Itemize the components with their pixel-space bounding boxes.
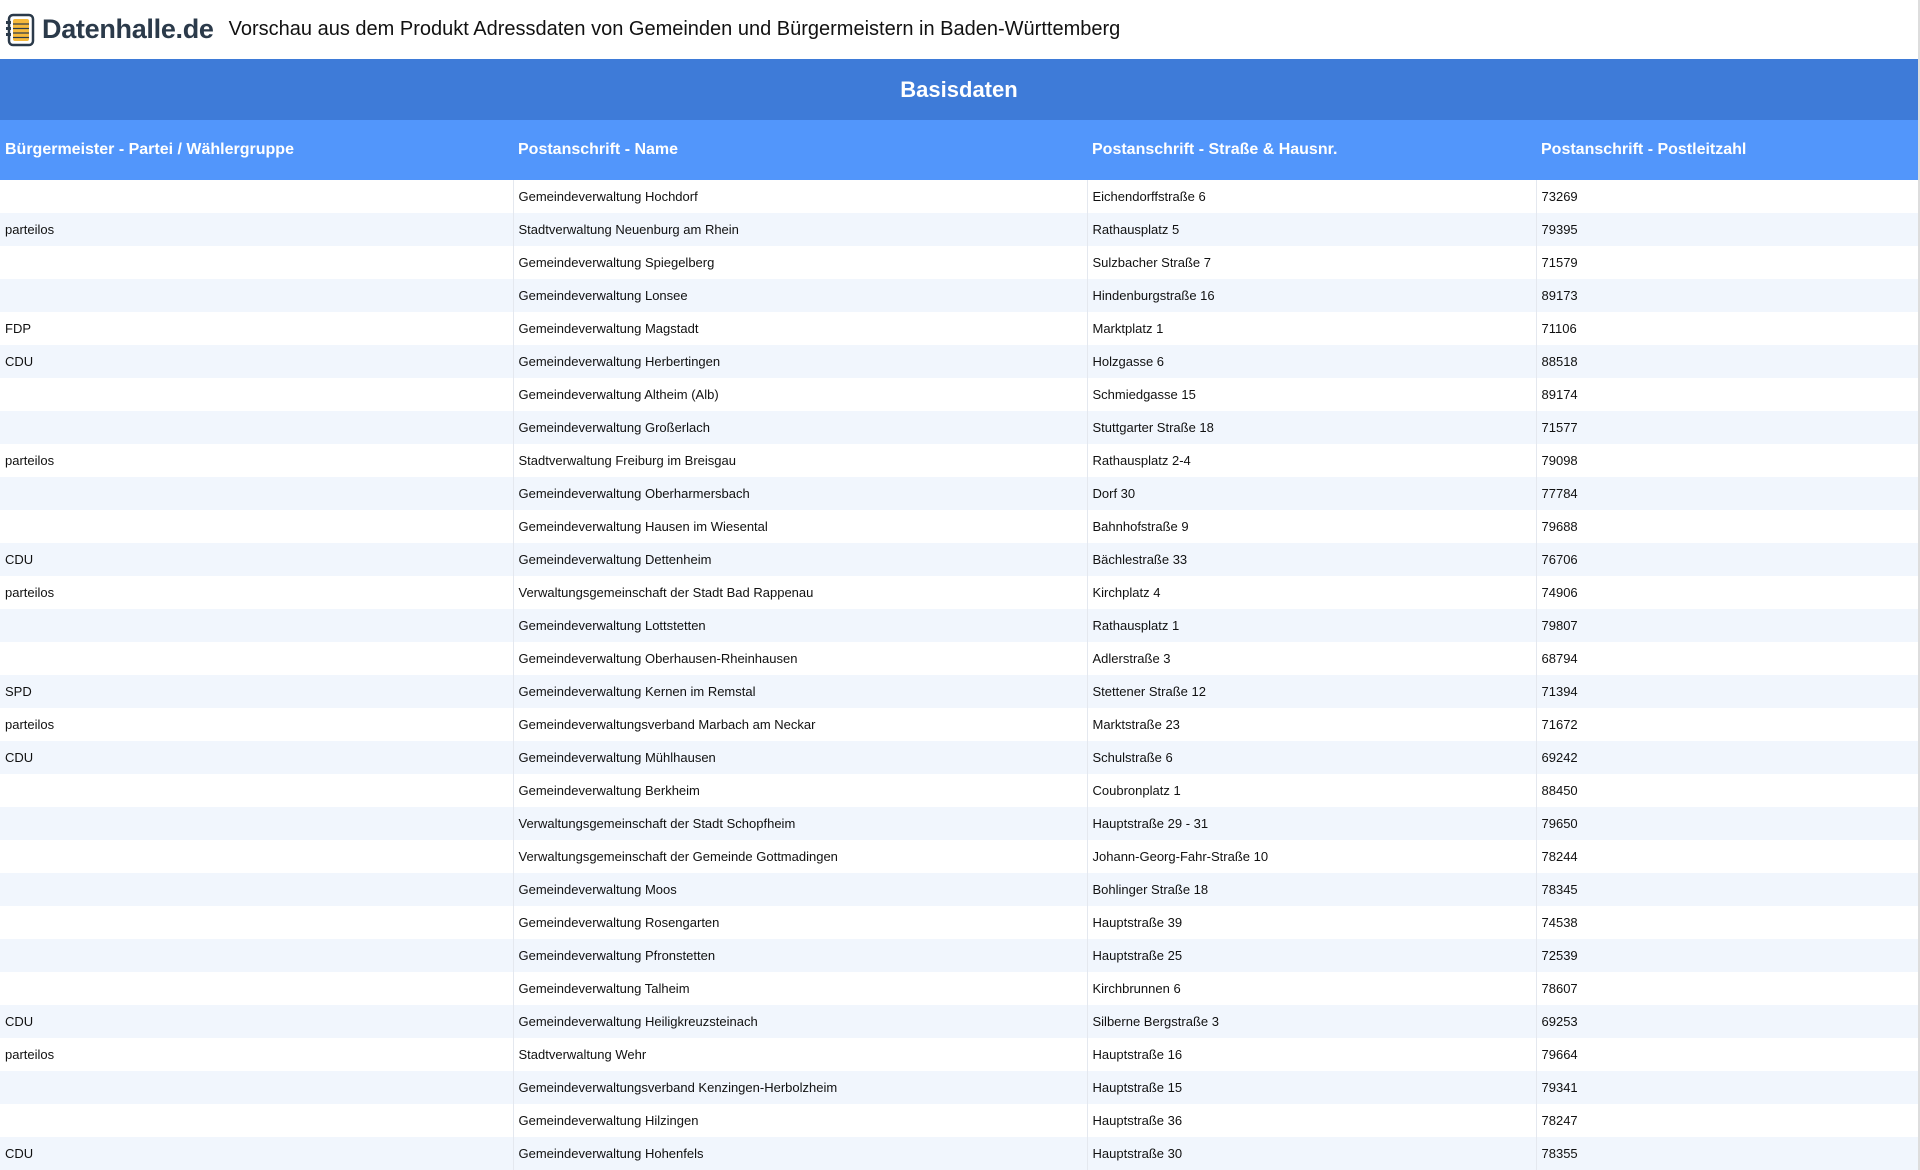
- cell-name: Gemeindeverwaltung Pfronstetten: [513, 939, 1087, 972]
- cell-street: Schmiedgasse 15: [1087, 378, 1536, 411]
- cell-name: Gemeindeverwaltung Hausen im Wiesental: [513, 510, 1087, 543]
- cell-street: Hauptstraße 30: [1087, 1137, 1536, 1170]
- table-row[interactable]: [0, 807, 1918, 840]
- cell-name: Stadtverwaltung Freiburg im Breisgau: [513, 444, 1087, 477]
- cell-street: Rathausplatz 1: [1087, 609, 1536, 642]
- cell-postcode: 69253: [1536, 1005, 1918, 1038]
- cell-street: Silberne Bergstraße 3: [1087, 1005, 1536, 1038]
- cell-name: Gemeindeverwaltung Magstadt: [513, 312, 1087, 345]
- cell-party: [0, 510, 513, 543]
- cell-name: Gemeindeverwaltung Berkheim: [513, 774, 1087, 807]
- database-logo-icon: [6, 12, 38, 48]
- cell-name: Gemeindeverwaltung Dettenheim: [513, 543, 1087, 576]
- cell-postcode: 78247: [1536, 1104, 1918, 1137]
- cell-street: Hauptstraße 15: [1087, 1071, 1536, 1104]
- cell-party: [0, 246, 513, 279]
- cell-party: [0, 906, 513, 939]
- table-row[interactable]: [0, 1038, 1918, 1071]
- cell-postcode: 78607: [1536, 972, 1918, 1005]
- cell-postcode: 73269: [1536, 180, 1918, 213]
- cell-party: [0, 477, 513, 510]
- cell-postcode: 69242: [1536, 741, 1918, 774]
- cell-name: Gemeindeverwaltung Mühlhausen: [513, 741, 1087, 774]
- cell-postcode: 79395: [1536, 213, 1918, 246]
- table-row[interactable]: [0, 906, 1918, 939]
- table-row[interactable]: [0, 279, 1918, 312]
- cell-street: Bächlestraße 33: [1087, 543, 1536, 576]
- cell-name: Gemeindeverwaltung Hilzingen: [513, 1104, 1087, 1137]
- cell-party: CDU: [0, 1137, 513, 1170]
- cell-street: Eichendorffstraße 6: [1087, 180, 1536, 213]
- cell-street: Kirchplatz 4: [1087, 576, 1536, 609]
- cell-name: Gemeindeverwaltung Herbertingen: [513, 345, 1087, 378]
- cell-party: CDU: [0, 1005, 513, 1038]
- table-row[interactable]: [0, 972, 1918, 1005]
- cell-street: Kirchbrunnen 6: [1087, 972, 1536, 1005]
- cell-party: FDP: [0, 312, 513, 345]
- cell-postcode: 89173: [1536, 279, 1918, 312]
- table-row[interactable]: [0, 939, 1918, 972]
- column-header-party[interactable]: Bürgermeister - Partei / Wählergruppe: [0, 120, 513, 180]
- section-title: Basisdaten: [900, 76, 1018, 102]
- cell-postcode: 79688: [1536, 510, 1918, 543]
- cell-name: Gemeindeverwaltung Hochdorf: [513, 180, 1087, 213]
- cell-name: Gemeindeverwaltung Moos: [513, 873, 1087, 906]
- cell-name: Gemeindeverwaltung Talheim: [513, 972, 1087, 1005]
- table-row[interactable]: [0, 345, 1918, 378]
- table-row[interactable]: [0, 411, 1918, 444]
- cell-street: Hauptstraße 36: [1087, 1104, 1536, 1137]
- cell-party: [0, 411, 513, 444]
- site-logo[interactable]: [6, 0, 214, 59]
- cell-party: [0, 1071, 513, 1104]
- section-header: [0, 59, 1918, 120]
- cell-name: Gemeindeverwaltungsverband Kenzingen-Herbolzheim: [513, 1071, 1087, 1104]
- cell-name: Gemeindeverwaltung Altheim (Alb): [513, 378, 1087, 411]
- cell-street: Hauptstraße 29 - 31: [1087, 807, 1536, 840]
- cell-street: Hauptstraße 16: [1087, 1038, 1536, 1071]
- cell-postcode: 78345: [1536, 873, 1918, 906]
- table-row[interactable]: [0, 378, 1918, 411]
- logo-text: Datenhalle.de: [42, 14, 214, 44]
- cell-party: [0, 642, 513, 675]
- cell-party: CDU: [0, 345, 513, 378]
- cell-postcode: 71577: [1536, 411, 1918, 444]
- cell-street: Schulstraße 6: [1087, 741, 1536, 774]
- cell-name: Gemeindeverwaltung Lonsee: [513, 279, 1087, 312]
- cell-party: CDU: [0, 741, 513, 774]
- cell-name: Stadtverwaltung Neuenburg am Rhein: [513, 213, 1087, 246]
- table-row[interactable]: [0, 1137, 1918, 1170]
- table-row[interactable]: [0, 1104, 1918, 1137]
- table-row[interactable]: [0, 873, 1918, 906]
- table-row[interactable]: [0, 609, 1918, 642]
- cell-name: Gemeindeverwaltung Hohenfels: [513, 1137, 1087, 1170]
- table-row[interactable]: [0, 312, 1918, 345]
- cell-postcode: 79341: [1536, 1071, 1918, 1104]
- cell-party: [0, 972, 513, 1005]
- table-row[interactable]: [0, 642, 1918, 675]
- column-header-street[interactable]: Postanschrift - Straße & Hausnr.: [1087, 120, 1536, 180]
- cell-street: Hauptstraße 39: [1087, 906, 1536, 939]
- cell-party: parteilos: [0, 708, 513, 741]
- cell-name: Verwaltungsgemeinschaft der Stadt Schopfheim: [513, 807, 1087, 840]
- cell-party: SPD: [0, 675, 513, 708]
- cell-postcode: 71106: [1536, 312, 1918, 345]
- table-row[interactable]: [0, 1005, 1918, 1038]
- cell-party: [0, 807, 513, 840]
- cell-postcode: 79664: [1536, 1038, 1918, 1071]
- cell-name: Verwaltungsgemeinschaft der Stadt Bad Rappenau: [513, 576, 1087, 609]
- table-row[interactable]: [0, 576, 1918, 609]
- cell-street: Sulzbacher Straße 7: [1087, 246, 1536, 279]
- cell-postcode: 71579: [1536, 246, 1918, 279]
- cell-postcode: 72539: [1536, 939, 1918, 972]
- table-row[interactable]: [0, 213, 1918, 246]
- cell-postcode: 78244: [1536, 840, 1918, 873]
- cell-street: Holzgasse 6: [1087, 345, 1536, 378]
- cell-postcode: 88450: [1536, 774, 1918, 807]
- cell-name: Gemeindeverwaltung Rosengarten: [513, 906, 1087, 939]
- table-row[interactable]: [0, 774, 1918, 807]
- cell-name: Gemeindeverwaltung Lottstetten: [513, 609, 1087, 642]
- table-row[interactable]: [0, 477, 1918, 510]
- top-bar: [0, 0, 1918, 59]
- cell-street: Marktstraße 23: [1087, 708, 1536, 741]
- cell-street: Johann-Georg-Fahr-Straße 10: [1087, 840, 1536, 873]
- cell-party: parteilos: [0, 444, 513, 477]
- table-row[interactable]: [0, 444, 1918, 477]
- cell-party: [0, 1104, 513, 1137]
- table-row[interactable]: [0, 543, 1918, 576]
- cell-name: Gemeindeverwaltungsverband Marbach am Neckar: [513, 708, 1087, 741]
- table-row[interactable]: [0, 840, 1918, 873]
- cell-name: Stadtverwaltung Wehr: [513, 1038, 1087, 1071]
- cell-postcode: 79807: [1536, 609, 1918, 642]
- cell-name: Gemeindeverwaltung Oberhausen-Rheinhausen: [513, 642, 1087, 675]
- cell-postcode: 79650: [1536, 807, 1918, 840]
- table-row[interactable]: [0, 708, 1918, 741]
- cell-party: [0, 939, 513, 972]
- column-header-postcode[interactable]: Postanschrift - Postleitzahl: [1536, 120, 1918, 180]
- cell-party: [0, 774, 513, 807]
- cell-party: [0, 840, 513, 873]
- cell-street: Marktplatz 1: [1087, 312, 1536, 345]
- cell-postcode: 71672: [1536, 708, 1918, 741]
- column-header-name[interactable]: Postanschrift - Name: [513, 120, 1087, 180]
- cell-postcode: 89174: [1536, 378, 1918, 411]
- table-row[interactable]: [0, 1071, 1918, 1104]
- cell-party: [0, 378, 513, 411]
- table-row[interactable]: [0, 180, 1918, 213]
- cell-name: Gemeindeverwaltung Großerlach: [513, 411, 1087, 444]
- cell-party: parteilos: [0, 576, 513, 609]
- cell-postcode: 74538: [1536, 906, 1918, 939]
- cell-party: CDU: [0, 543, 513, 576]
- cell-street: Rathausplatz 2-4: [1087, 444, 1536, 477]
- cell-party: [0, 609, 513, 642]
- cell-party: parteilos: [0, 1038, 513, 1071]
- cell-street: Coubronplatz 1: [1087, 774, 1536, 807]
- table-header-row: [0, 120, 1918, 180]
- table-row[interactable]: [0, 246, 1918, 279]
- cell-postcode: 74906: [1536, 576, 1918, 609]
- page-heading: Vorschau aus dem Produkt Adressdaten von Gemeinden und Bürgermeistern in Baden-Württemberg: [228, 18, 1121, 40]
- cell-postcode: 71394: [1536, 675, 1918, 708]
- cell-street: Rathausplatz 5: [1087, 213, 1536, 246]
- cell-street: Stuttgarter Straße 18: [1087, 411, 1536, 444]
- cell-party: [0, 873, 513, 906]
- cell-postcode: 79098: [1536, 444, 1918, 477]
- cell-postcode: 78355: [1536, 1137, 1918, 1170]
- cell-street: Adlerstraße 3: [1087, 642, 1536, 675]
- table-row[interactable]: [0, 675, 1918, 708]
- cell-street: Hauptstraße 25: [1087, 939, 1536, 972]
- cell-name: Gemeindeverwaltung Oberharmersbach: [513, 477, 1087, 510]
- cell-party: [0, 180, 513, 213]
- cell-street: Bahnhofstraße 9: [1087, 510, 1536, 543]
- cell-postcode: 88518: [1536, 345, 1918, 378]
- cell-postcode: 77784: [1536, 477, 1918, 510]
- cell-party: [0, 279, 513, 312]
- cell-postcode: 68794: [1536, 642, 1918, 675]
- cell-name: Gemeindeverwaltung Spiegelberg: [513, 246, 1087, 279]
- table-body: [0, 180, 1918, 1170]
- cell-name: Gemeindeverwaltung Kernen im Remstal: [513, 675, 1087, 708]
- cell-postcode: 76706: [1536, 543, 1918, 576]
- table-row[interactable]: [0, 741, 1918, 774]
- cell-name: Verwaltungsgemeinschaft der Gemeinde Gottmadingen: [513, 840, 1087, 873]
- cell-street: Hindenburgstraße 16: [1087, 279, 1536, 312]
- address-table: [0, 120, 1918, 1170]
- cell-street: Stettener Straße 12: [1087, 675, 1536, 708]
- cell-party: parteilos: [0, 213, 513, 246]
- table-row[interactable]: [0, 510, 1918, 543]
- cell-street: Bohlinger Straße 18: [1087, 873, 1536, 906]
- cell-name: Gemeindeverwaltung Heiligkreuzsteinach: [513, 1005, 1087, 1038]
- cell-street: Dorf 30: [1087, 477, 1536, 510]
